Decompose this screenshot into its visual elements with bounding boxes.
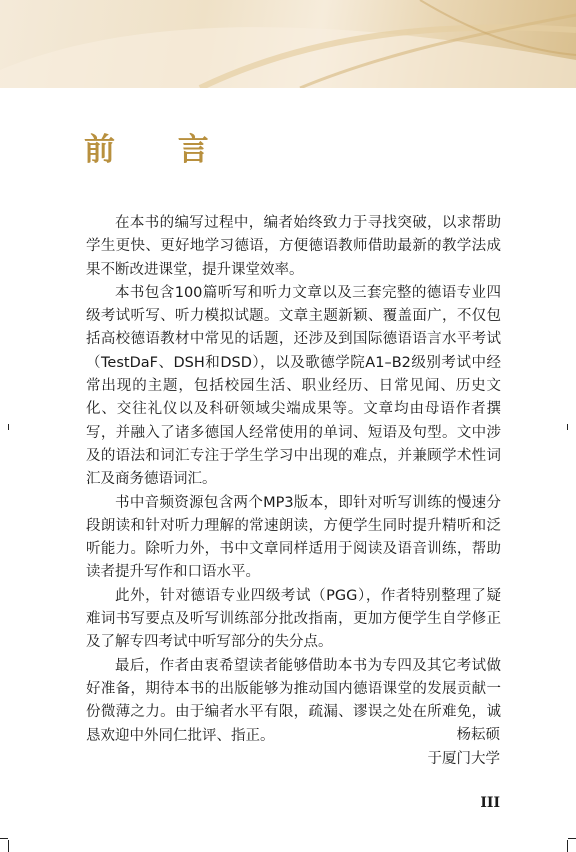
paragraph: 此外，针对德语专业四级考试（PGG），作者特别整理了疑难词书写要点及听写训练部分批改指南，更加方便学生自学修正及了解专四考试中听写部分的失分点。 bbox=[86, 587, 501, 651]
crop-mark bbox=[8, 840, 9, 852]
paragraph: 书中音频资源包含两个MP3版本，即针对听写训练的慢速分段朗读和针对听力理解的常速朗读，方便学生同时提升精听和泛听能力。除听力外，书中文章同样适用于阅读及语音训练，帮助读者提升写作和口语水平。 bbox=[86, 494, 501, 581]
paragraph: 本书包含100篇听写和听力文章以及三套完整的德语专业四级考试听写、听力模拟试题。文章主题新颖、覆盖面广，不仅包括高校德语教材中常见的话题，还涉及到国际德语语言水平考试（TestDaF、DSH和DSD），以及歌德学院A1–B2级别考试中经常出现的主题，包括校园生活、职业经历、日常见闻、历史文化、交往礼仪以及科研领域尖端成果等。文章均由母语作者撰写，并融入了诸多德国人经常使用的单词、短语及句型。文中涉及的语法和词汇专注于学生学习中出现的难点，并兼顾学术性词汇及商务德语词汇。 bbox=[86, 284, 501, 488]
page-number: III bbox=[480, 795, 500, 811]
author-affiliation: 于厦门大学 bbox=[427, 751, 500, 767]
page-title: 前 言 bbox=[84, 132, 235, 168]
preface-body bbox=[86, 212, 501, 748]
crop-mark bbox=[568, 838, 576, 839]
decorative-header-band bbox=[0, 0, 576, 88]
crop-mark bbox=[0, 838, 8, 839]
paragraph: 在本书的编写过程中，编者始终致力于寻找突破，以求帮助学生更快、更好地学习德语，方便德语教师借助最新的教学法成果不断改进课堂，提升课堂效率。 bbox=[86, 215, 501, 278]
crop-mark bbox=[567, 840, 568, 852]
header-swoosh-graphic bbox=[0, 0, 576, 88]
crop-mark bbox=[8, 424, 9, 430]
crop-mark bbox=[567, 424, 568, 430]
author-name: 杨耘硕 bbox=[456, 727, 500, 743]
paragraph: 最后，作者由衷希望读者能够借助本书为专四及其它考试做好准备，期待本书的出版能够为推动国内德语课堂的发展贡献一份微薄之力。由于编者水平有限，疏漏、谬误之处在所难免，诚恳欢迎中外同仁批评、指正。 bbox=[86, 657, 501, 744]
